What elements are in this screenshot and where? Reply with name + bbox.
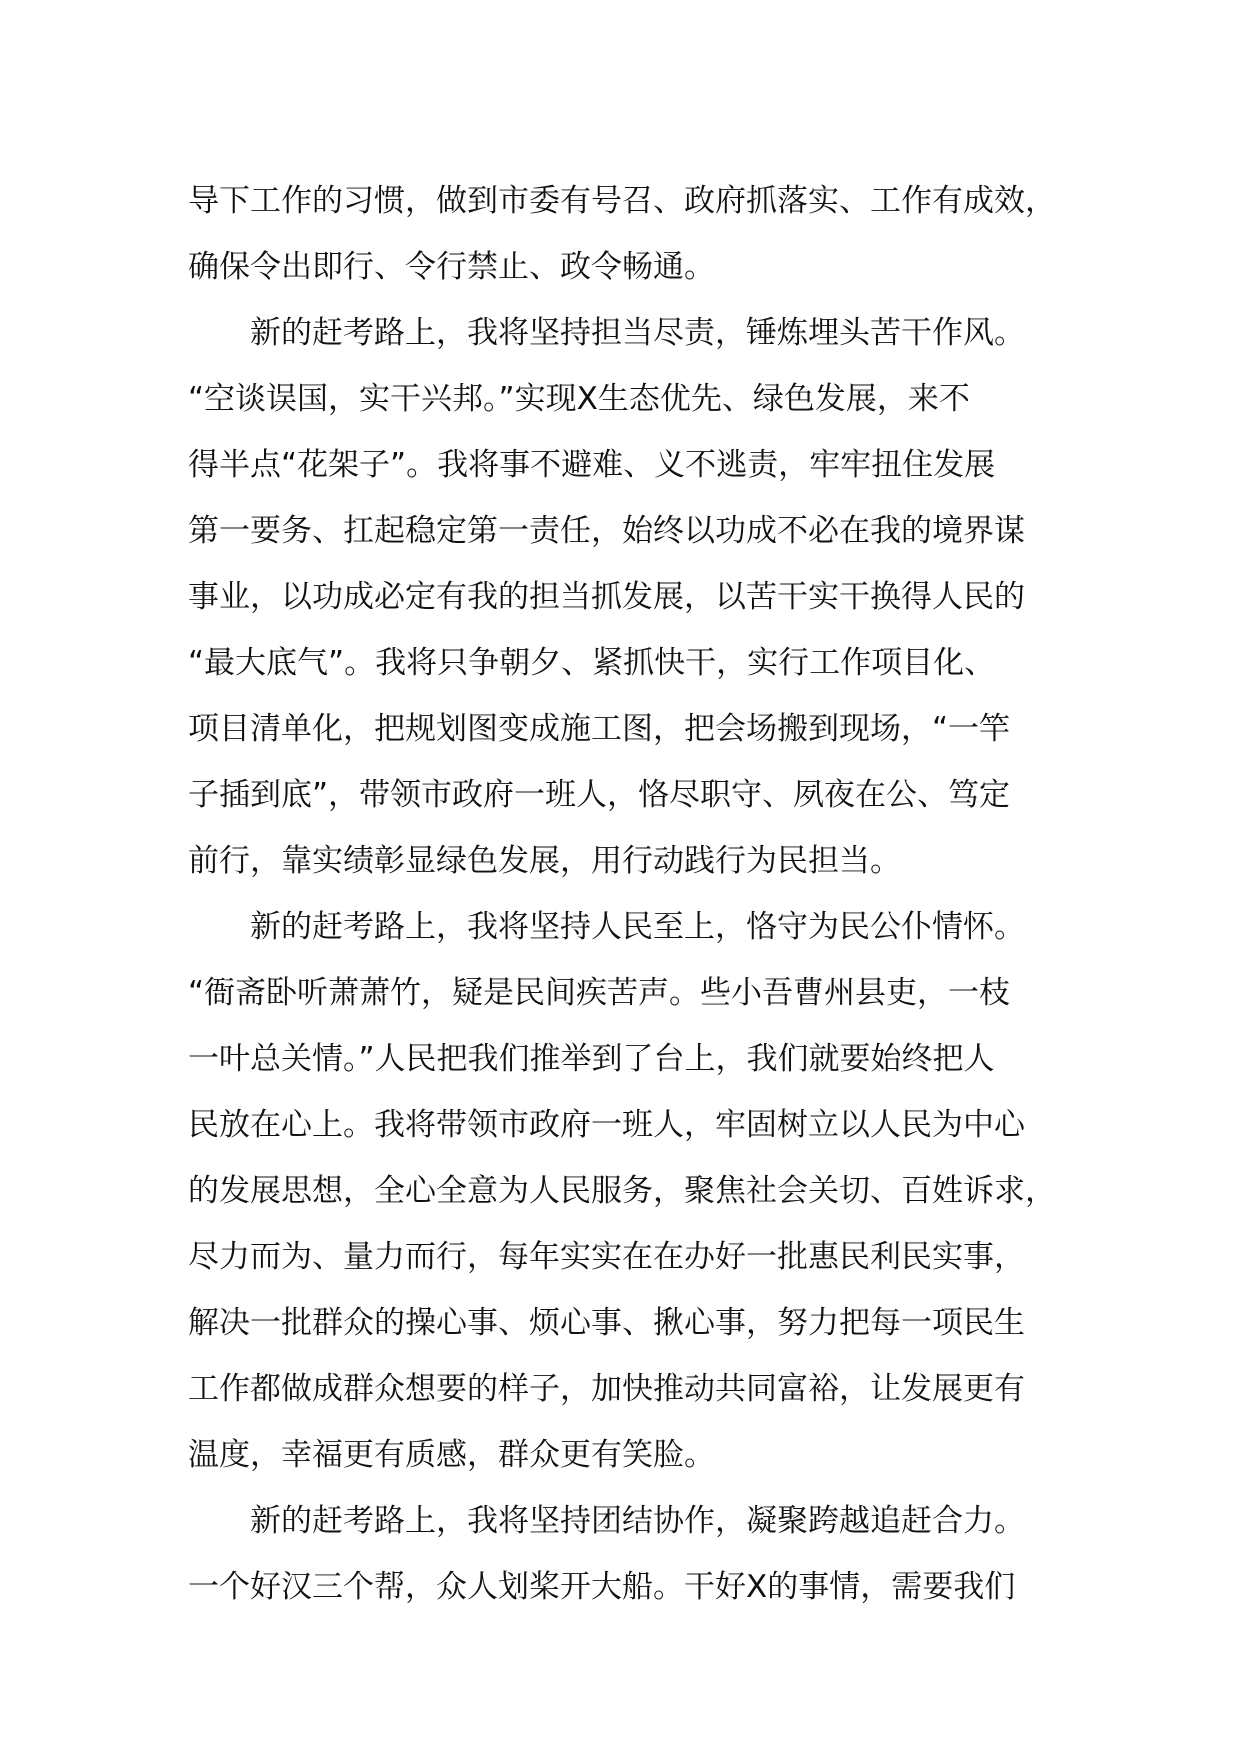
text-line: 一个好汉三个帮，众人划桨开大船。干好X的事情，需要我们 [188, 1569, 1016, 1605]
text-line: 子插到底”，带领市政府一班人，恪尽职守、夙夜在公、笃定 [188, 777, 1011, 813]
document-body [188, 168, 1088, 1620]
text-line: “空谈误国，实干兴邦。”实现X生态优先、绿色发展，来不 [188, 381, 970, 417]
paragraph-first-line: 新的赶考路上，我将坚持担当尽责，锤炼埋头苦干作风。 [250, 315, 1025, 351]
paragraph-first-line: 新的赶考路上，我将坚持团结协作，凝聚跨越追赶合力。 [250, 1503, 1025, 1539]
text-line: 导下工作的习惯，做到市委有号召、政府抓落实、工作有成效， [188, 183, 1056, 219]
paragraph-first-line: 新的赶考路上，我将坚持人民至上，恪守为民公仆情怀。 [250, 909, 1025, 945]
text-line: “最大底气”。我将只争朝夕、紧抓快干，实行工作项目化、 [188, 645, 996, 681]
text-line: 的发展思想，全心全意为人民服务，聚焦社会关切、百姓诉求， [188, 1173, 1056, 1209]
text-line: 民放在心上。我将带领市政府一班人，牢固树立以人民为中心 [188, 1107, 1025, 1143]
text-line: 事业，以功成必定有我的担当抓发展，以苦干实干换得人民的 [188, 579, 1025, 615]
text-line: 工作都做成群众想要的样子，加快推动共同富裕，让发展更有 [188, 1371, 1025, 1407]
text-line: 尽力而为、量力而行，每年实实在在办好一批惠民利民实事， [188, 1239, 1025, 1275]
text-line: 温度，幸福更有质感，群众更有笑脸。 [188, 1437, 715, 1473]
text-line: 确保令出即行、令行禁止、政令畅通。 [188, 249, 715, 285]
text-line: 第一要务、扛起稳定第一责任，始终以功成不必在我的境界谋 [188, 513, 1025, 549]
text-line: 一叶总关情。”人民把我们推举到了台上，我们就要始终把人 [188, 1041, 995, 1077]
text-line: 项目清单化，把规划图变成施工图，把会场搬到现场，“一竿 [188, 711, 1011, 747]
text-line: 前行，靠实绩彰显绿色发展，用行动践行为民担当。 [188, 843, 901, 879]
text-line: 得半点“花架子”。我将事不避难、义不逃责，牢牢扭住发展 [188, 447, 996, 483]
text-line: 解决一批群众的操心事、烦心事、揪心事，努力把每一项民生 [188, 1305, 1025, 1341]
text-line: “衙斋卧听萧萧竹，疑是民间疾苦声。些小吾曹州县吏，一枝 [188, 975, 1011, 1011]
